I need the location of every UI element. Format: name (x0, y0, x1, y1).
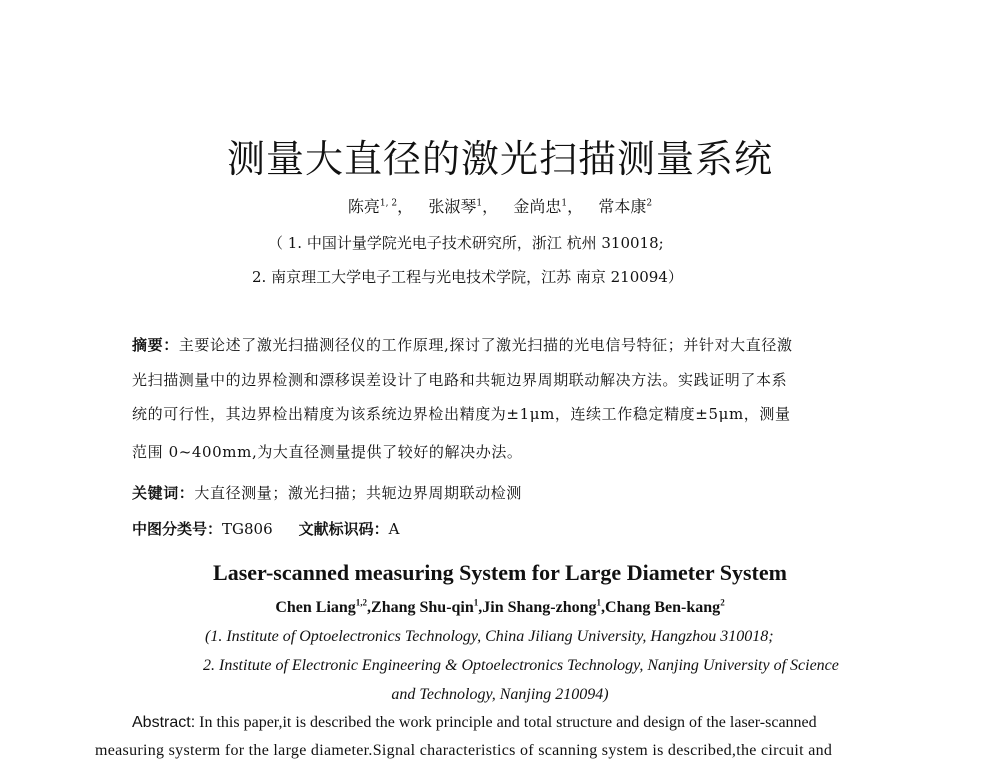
author-list-cn (0, 194, 1000, 217)
en-author-separator: , (367, 599, 372, 617)
clc-label: 中图分类号： (132, 520, 223, 538)
en-author-affil-mark: 1 (596, 598, 602, 608)
abstract-cn-text: 主要论述了激光扫描测径仪的工作原理,探讨了激光扫描的光电信号特征；并针对大直径激 (178, 336, 793, 354)
abstract-cn-line-1 (132, 334, 793, 355)
cn-author-separator: ， (567, 197, 599, 216)
en-author (482, 599, 605, 616)
doc-code-value: A (388, 520, 400, 538)
clc-value: TG806 (222, 520, 273, 538)
cn-author-affil-mark: 1 (561, 198, 568, 209)
cn-author-affil-mark: 1, 2 (379, 198, 398, 209)
paper-title-cn: 测量大直径的激光扫描测量系统 (226, 137, 773, 181)
affiliation-en-2: 2. Institute of Electronic Engineering & Optoelectronics Technology, Nanjing University of Science (203, 657, 839, 674)
affiliation-en-1: (1. Institute of Optoelectronics Technology, China Jiliang University, Hangzhou 310018; (205, 628, 774, 645)
en-author-name: Chen Liang (275, 599, 356, 617)
abstract-en-line-2: measuring systerm for the large diameter.Signal characteristics of scanning system is described,the circuit and (95, 742, 833, 759)
en-author (371, 599, 482, 616)
cn-author (513, 197, 598, 216)
cn-author-name: 常本康 (598, 197, 647, 216)
cn-author (428, 197, 513, 216)
en-author-separator: , (601, 599, 606, 617)
cn-author (598, 197, 652, 216)
affiliation-cn-1: （ 1. 中国计量学院光电子技术研究所，浙江 杭州 310018; (268, 234, 664, 252)
abstract-en-text: In this paper,it is described the work principle and total structure and design of the laser-scanned (199, 714, 817, 731)
cn-author-separator: ， (397, 197, 429, 216)
abstract-cn-line-4: 范围 0~400mm,为大直径测量提供了较好的解决办法。 (132, 443, 523, 461)
cn-author-separator: ， (482, 197, 514, 216)
abstract-cn-line-3: 统的可行性，其边界检出精度为该系统边界检出精度为±1μm，连续工作稳定精度±5μm，测量 (132, 405, 791, 423)
en-author-name: Jin Shang-zhong (482, 599, 597, 617)
cn-author-affil-mark: 2 (646, 198, 653, 209)
en-author-affil-mark: 1 (473, 598, 479, 608)
author-list-en (0, 598, 1000, 617)
abstract-cn-line-2: 光扫描测量中的边界检测和漂移误差设计了电路和共轭边界周期联动解决方法。实践证明了本系 (132, 371, 788, 389)
en-author-name: Zhang Shu-qin (371, 599, 474, 617)
keywords-cn (132, 482, 522, 503)
affiliation-cn-2: 2. 南京理工大学电子工程与光电技术学院，江苏 南京 210094） (252, 268, 683, 286)
affiliation-en-3: and Technology, Nanjing 210094) (391, 686, 609, 703)
en-author (605, 599, 725, 616)
en-author-name: Chang Ben-kang (605, 599, 721, 617)
en-author-separator: , (478, 599, 483, 617)
keywords-cn-text: 大直径测量；激光扫描；共轭边界周期联动检测 (194, 484, 523, 502)
cn-author (348, 197, 428, 216)
en-author (275, 599, 371, 616)
en-author-affil-mark: 2 (720, 598, 725, 608)
paper-title-en: Laser-scanned measuring System for Large Diameter System (213, 560, 787, 585)
en-author-affil-mark: 1,2 (355, 598, 368, 608)
abstract-cn-label: 摘要： (132, 336, 179, 354)
cn-author-name: 张淑琴 (428, 197, 477, 216)
doc-code-label: 文献标识码： (298, 520, 389, 538)
abstract-en-line-1 (132, 714, 817, 732)
cn-author-name: 陈亮 (347, 197, 380, 216)
cn-author-affil-mark: 1 (476, 198, 483, 209)
keywords-cn-label: 关键词： (132, 484, 195, 502)
abstract-en-label: Abstract: (132, 714, 196, 731)
cn-author-name: 金尚忠 (513, 197, 562, 216)
classification-line (132, 518, 400, 539)
